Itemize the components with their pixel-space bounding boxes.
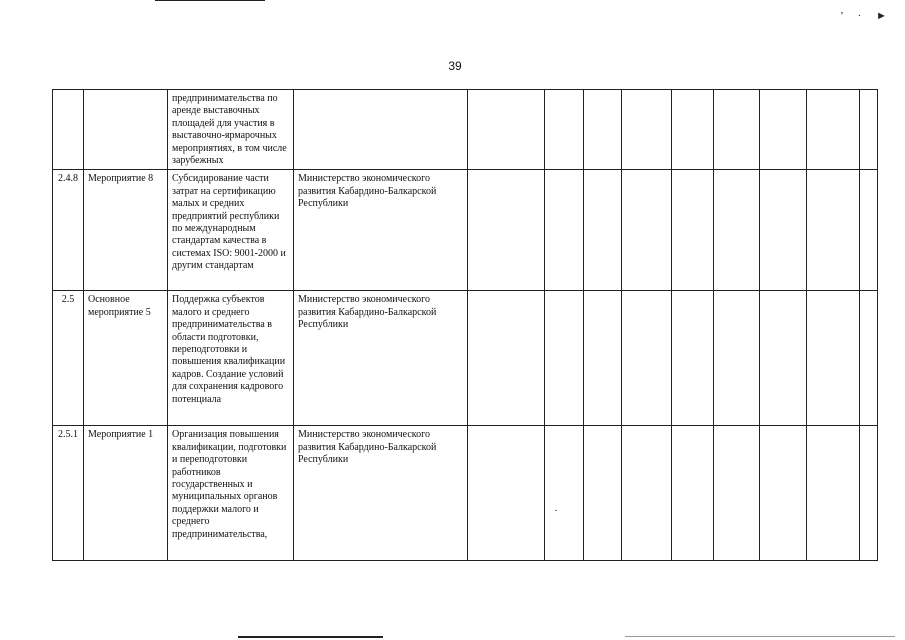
empty-cell: [584, 170, 622, 291]
empty-cell: [584, 291, 622, 426]
empty-cell: [714, 90, 760, 170]
empty-cell: [860, 291, 878, 426]
empty-cell: [584, 90, 622, 170]
empty-cell: [622, 90, 672, 170]
page-number: 39: [448, 59, 462, 73]
empty-cell: [545, 170, 584, 291]
empty-cell: [860, 170, 878, 291]
empty-cell: [468, 90, 545, 170]
row-description: предпринимательства по аренде выставочных площадей для участия в выставочно-ярмарочных мероприятиях, в том числе зарубежных: [168, 90, 294, 170]
empty-cell: [672, 291, 714, 426]
corner-marks: ’ · ►: [840, 10, 893, 22]
empty-cell: [807, 291, 860, 426]
row-description: Поддержка субъектов малого и среднего предпринимательства в области подготовки, переподготовки и повышения квалификации кадров. Создание условий для сохранения кадрового потенциала: [168, 291, 294, 426]
table-row: [53, 426, 878, 561]
empty-cell: [807, 170, 860, 291]
row-number: 2.5: [53, 291, 84, 426]
row-executor: Министерство экономического развития Кабардино-Балкарской Республики: [294, 170, 468, 291]
row-number: 2.4.8: [53, 170, 84, 291]
empty-cell: [468, 170, 545, 291]
empty-cell: [672, 170, 714, 291]
row-description: Организация повышения квалификации, подготовки и переподготовки работников государственных и муниципальных органов поддержки малого и среднего предпринимательства,: [168, 426, 294, 561]
empty-cell: [760, 90, 807, 170]
scan-artifact-bottom-right: [625, 636, 895, 637]
row-number: 2.5.1: [53, 426, 84, 561]
empty-cell: [714, 426, 760, 561]
scan-artifact-top: [155, 0, 265, 1]
empty-cell: [672, 426, 714, 561]
row-name: Мероприятие 8: [84, 170, 168, 291]
program-table: [52, 89, 878, 561]
row-executor: Министерство экономического развития Кабардино-Балкарской Республики: [294, 291, 468, 426]
empty-cell: [860, 90, 878, 170]
empty-cell: [860, 426, 878, 561]
row-name: [84, 90, 168, 170]
row-number: [53, 90, 84, 170]
empty-cell: [622, 291, 672, 426]
scan-artifact-bottom-left: [238, 636, 383, 638]
empty-cell: [807, 90, 860, 170]
row-name: Основное мероприятие 5: [84, 291, 168, 426]
empty-cell: [468, 426, 545, 561]
empty-cell: [714, 170, 760, 291]
empty-cell: [622, 426, 672, 561]
empty-cell: [714, 291, 760, 426]
empty-cell: [468, 291, 545, 426]
table-row: [53, 291, 878, 426]
empty-cell: [672, 90, 714, 170]
empty-cell: [545, 90, 584, 170]
row-executor: Министерство экономического развития Кабардино-Балкарской Республики: [294, 426, 468, 561]
row-name: Мероприятие 1: [84, 426, 168, 561]
row-executor: [294, 90, 468, 170]
empty-cell: [622, 170, 672, 291]
table-row: [53, 90, 878, 170]
empty-cell: [760, 291, 807, 426]
row-description: Субсидирование части затрат на сертификацию малых и средних предприятий республики по международным стандартам качества в системах ISO: 9001-2000 и другим стандартам: [168, 170, 294, 291]
empty-cell: [545, 426, 584, 561]
empty-cell: [760, 170, 807, 291]
empty-cell: [545, 291, 584, 426]
table-row: [53, 170, 878, 291]
scan-speck: [555, 510, 557, 511]
empty-cell: [584, 426, 622, 561]
empty-cell: [807, 426, 860, 561]
empty-cell: [760, 426, 807, 561]
